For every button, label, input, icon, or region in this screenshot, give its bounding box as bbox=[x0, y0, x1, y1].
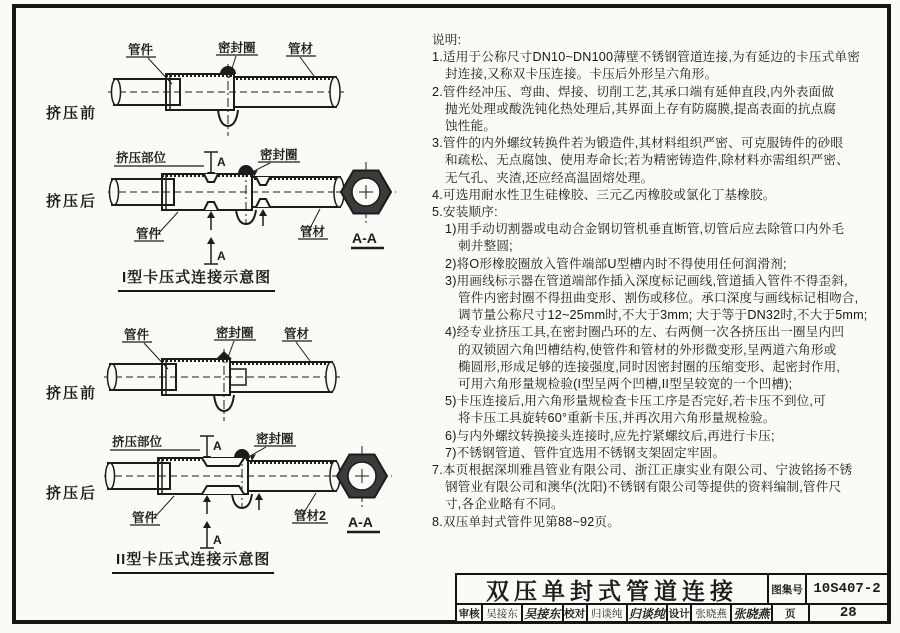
note-line: 2.管件经冲压、弯曲、焊接、切削工艺,其承口端有延伸直段,内外表面做 bbox=[432, 84, 835, 99]
diagram-type1-after bbox=[108, 146, 398, 268]
note-line: 2)将O形橡胶圈放入管件端部U型槽内时不得使用任何润滑剂; bbox=[445, 256, 787, 271]
atlas-number-label: 图集号 bbox=[767, 575, 805, 603]
note-line: 蚀性能。 bbox=[445, 119, 497, 134]
review-name: 吴接东 bbox=[481, 605, 521, 621]
page-number-value: 28 bbox=[808, 605, 887, 621]
note-line: 椭圆形,形成足够的连接强度,同时因密封圈的压缩变形、起密封作用, bbox=[458, 359, 841, 374]
check-name: 归谈纯 bbox=[586, 605, 626, 621]
stage-label-after-1: 挤压后 bbox=[46, 193, 98, 210]
note-line: 寸,各企业略有不同。 bbox=[445, 497, 564, 512]
pipe2-label: 管材2 bbox=[294, 509, 326, 523]
pipe-label: 管材 bbox=[284, 327, 310, 341]
section-name-1: A-A bbox=[352, 230, 377, 246]
check-label: 校对 bbox=[562, 605, 586, 621]
section-mark-top-1: A bbox=[217, 155, 226, 169]
stage-label-after-2: 挤压后 bbox=[46, 485, 98, 502]
stage-label-before-2: 挤压前 bbox=[46, 385, 98, 402]
note-line: 4.可选用耐水性卫生硅橡胶、三元乙丙橡胶或氯化丁基橡胶。 bbox=[432, 187, 776, 202]
stage-label-before-1: 挤压前 bbox=[46, 105, 98, 122]
design-name: 张晓燕 bbox=[690, 605, 730, 621]
note-line: 5.安装顺序: bbox=[432, 205, 498, 220]
diagram-type2-before bbox=[104, 325, 344, 431]
note-line: 3)用画线标示器在管道端部作插入深度标记画线,管道插入管件不得歪斜, bbox=[445, 273, 848, 288]
note-line: 抛光处理或酸洗钝化热处理后,其界面上存有防腐膜,提高表面的抗点腐 bbox=[445, 101, 837, 116]
note-line: 可用六角形量规检验(I型呈两个凹槽,II型呈较宽的一个凹槽); bbox=[458, 377, 793, 392]
fitting-label: 管件 bbox=[132, 511, 158, 525]
seal-ring-label: 密封圈 bbox=[218, 41, 256, 55]
note-line: 和疏松、无点腐蚀、使用寿命长;若为精密铸造件,除材料亦需组织严密、 bbox=[445, 153, 850, 168]
note-line: 4)经专业挤压工具,在密封圈凸环的左、右两侧一次各挤压出一圈呈内凹 bbox=[445, 325, 845, 340]
note-line: 将卡压工具旋转60°重新卡压,并再次用六角形量规检验。 bbox=[458, 411, 776, 426]
caption-type1: I型卡压式连接示意图 bbox=[118, 266, 275, 292]
note-line: 1)用手动切割器或电动合金钢切管机垂直断管,切管后应去除管口内外毛 bbox=[445, 222, 845, 237]
note-line: 8.双压单封式管件见第88~92页。 bbox=[432, 514, 621, 529]
review-signature: 吴接东 bbox=[521, 605, 562, 621]
pipe-label: 管材 bbox=[288, 42, 314, 56]
note-line: 调节量公称尺寸12~25mm时,不大于3mm; 大于等于DN32时,不大于5mm; bbox=[458, 308, 868, 323]
title-block-row2 bbox=[457, 605, 887, 621]
design-signature: 张晓燕 bbox=[730, 605, 771, 621]
caption-type2: II型卡压式连接示意图 bbox=[112, 548, 274, 574]
section-mark-bottom-1: A bbox=[217, 249, 226, 263]
note-line: 6)与内外螺纹转换接头连接时,应先拧紧螺纹后,再进行卡压; bbox=[445, 428, 775, 443]
note-line: 1.适用于公称尺寸DN10~DN100薄壁不锈钢管道连接,为有延边的卡压式单密 bbox=[432, 50, 860, 65]
seal-ring-label: 密封圈 bbox=[216, 326, 254, 340]
note-line: 封连接,又称双卡压连接。卡压后外形呈六角形。 bbox=[445, 67, 718, 82]
design-label: 设计 bbox=[666, 605, 690, 621]
note-line: 7)不锈钢管道、管件宜选用不锈钢支架固定牢固。 bbox=[445, 445, 726, 460]
notes-text bbox=[432, 32, 890, 531]
pipe-label: 管材 bbox=[300, 225, 326, 239]
note-line: 刺并整圆; bbox=[458, 239, 513, 254]
sheet-title: 双压单封式管道连接 bbox=[486, 577, 738, 604]
atlas-number-value: 10S407-2 bbox=[805, 575, 887, 603]
press-zone-label: 挤压部位 bbox=[116, 151, 167, 165]
section-mark-top-2: A bbox=[213, 439, 222, 453]
title-block bbox=[455, 573, 889, 623]
note-line: 管件内密封圈不得扭曲变形、割伤或移位。承口深度与画线标记相吻合, bbox=[458, 291, 859, 306]
seal-ring-label: 密封圈 bbox=[260, 148, 298, 162]
note-line: 无气孔、夹渣,还应经高温固熔处理。 bbox=[445, 170, 654, 185]
fitting-label: 管件 bbox=[124, 328, 150, 342]
note-line: 钢管业有限公司和澳华(沈阳)不锈钢有限公司等提供的资料编制,管件尺 bbox=[445, 480, 842, 495]
note-line: 5)卡压连接后,用六角形量规检查卡压工序是否完好,若卡压不到位,可 bbox=[445, 394, 826, 409]
press-zone-label: 挤压部位 bbox=[112, 435, 163, 449]
title-block-row1 bbox=[457, 575, 887, 605]
diagram-type1-before bbox=[108, 40, 348, 146]
seal-ring-label: 密封圈 bbox=[256, 432, 294, 446]
fitting-label: 管件 bbox=[136, 227, 162, 241]
section-mark-bottom-2: A bbox=[213, 533, 222, 547]
section-name-2: A-A bbox=[348, 514, 373, 530]
review-label: 审核 bbox=[458, 607, 480, 620]
note-line: 7.本页根据深圳雅昌管业有限公司、浙江正康实业有限公司、宁波铭扬不锈 bbox=[432, 463, 853, 478]
page-number-label: 页 bbox=[771, 605, 808, 621]
check-signature: 归谈纯 bbox=[626, 605, 667, 621]
note-line: 说明: bbox=[432, 33, 462, 47]
note-line: 3.管件的内外螺纹转换件若为锻造件,其材料组织严密、可克服铸件的砂眼 bbox=[432, 136, 844, 151]
note-line: 的双锁固六角凹槽结构,使管件和管材的外形微变形,呈两道六角形或 bbox=[458, 342, 837, 357]
diagram-type2-after bbox=[104, 430, 399, 552]
fitting-label: 管件 bbox=[128, 43, 154, 57]
